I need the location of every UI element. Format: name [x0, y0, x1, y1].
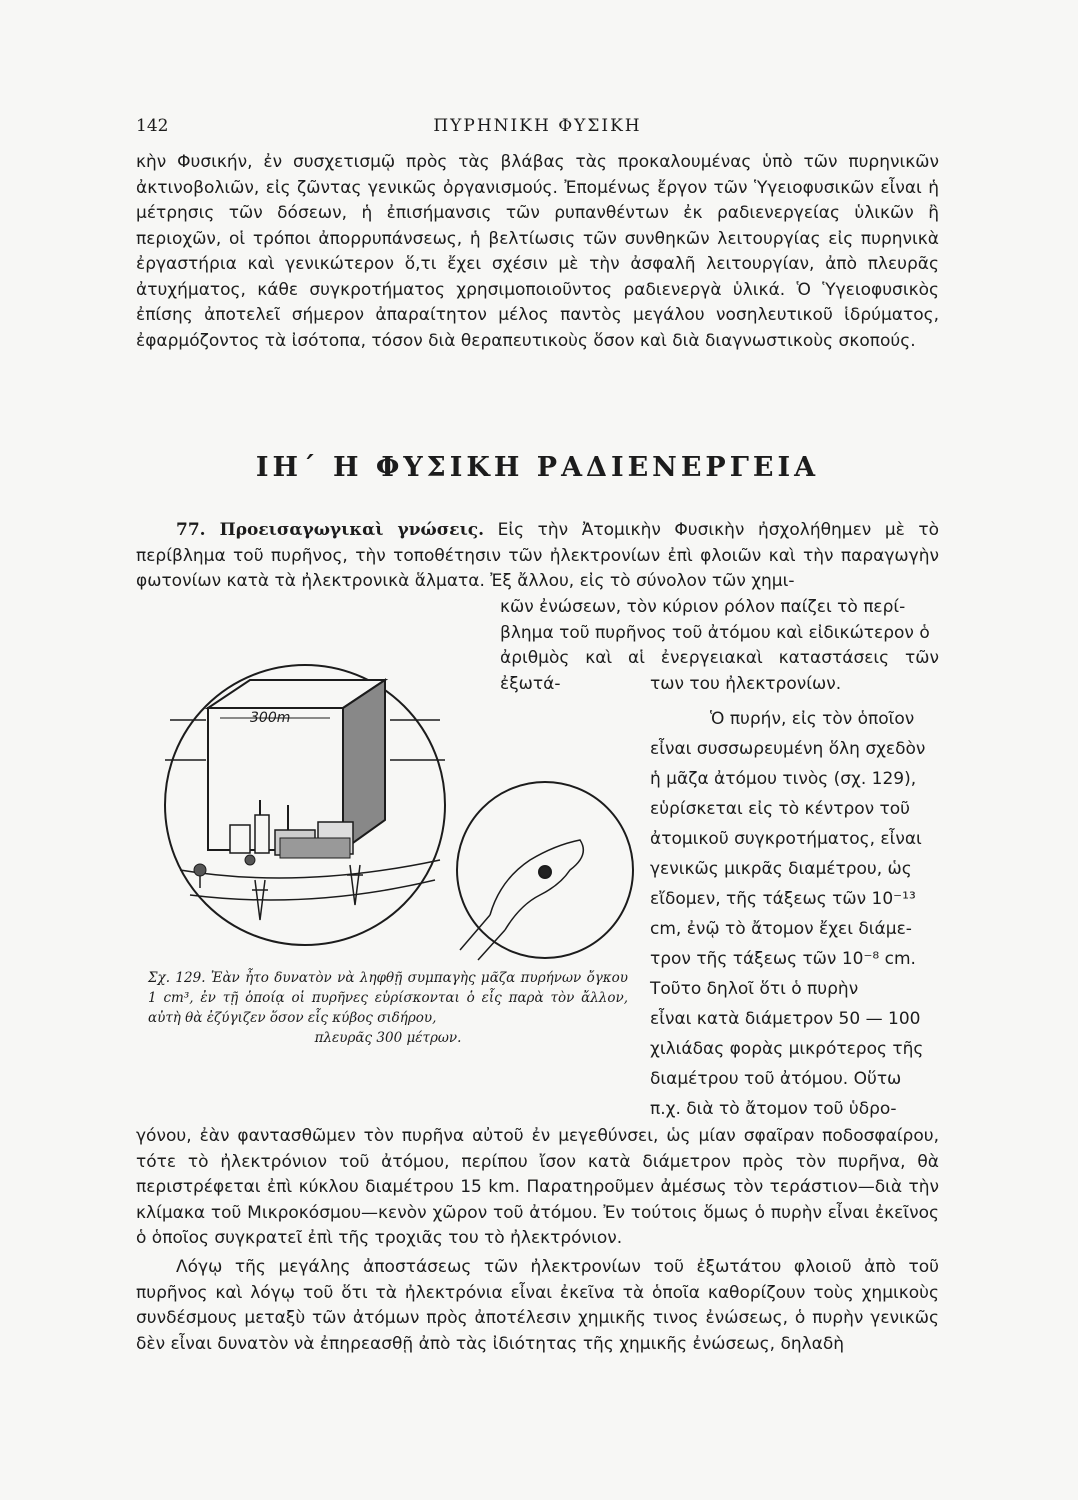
- column-line: π.χ. διὰ τὸ ἄτομον τοῦ ὑδρο-: [650, 1099, 897, 1119]
- running-title: ΠΥΡΗΝΙΚΗ ΦΥΣΙΚΗ: [433, 116, 642, 136]
- column-line: ἀτομικοῦ συγκροτήματος, εἶναι: [650, 829, 922, 849]
- wrap-line: βλημα τοῦ πυρῆνος τοῦ ἀτόμου καὶ εἰδικώτερον ὁ: [500, 623, 930, 643]
- column-line: εἴδομεν, τῆς τάξεως τῶν 10⁻¹³: [650, 889, 916, 909]
- figure-129-illustration: [160, 640, 640, 970]
- wrap-line: κῶν ἐνώσεων, τὸν κύριον ρόλον παίζει τὸ περί-: [500, 597, 906, 617]
- final-paragraph: Λόγῳ τῆς μεγάλης ἀποστάσεως τῶν ἠλεκτρονίων τοῦ ἐξωτάτου φλοιοῦ ἀπὸ τοῦ πυρῆνος καὶ λόγῳ τοῦ ὅτι τὰ ἠλεκτρόνια εἶναι ἐκεῖνα τὰ ὁποῖα καθορίζουν τοὺς χημικοὺς συνδέσμους μεταξὺ τῶν ἀτόμων πρὸς ἀποτέλεσιν χημικῆς τινος ἐνώσεως, ὁ πυρὴν γενικῶς δὲν εἶναι δυνατὸν νὰ ἐπηρεασθῇ ἀπὸ τὰς ἰδιότητας τῆς χημικῆς ἐνώσεως, δηλαδὴ: [136, 1257, 939, 1354]
- column-line: Τοῦτο δηλοῖ ὅτι ὁ πυρὴν: [650, 979, 859, 999]
- cube-label: 300m: [250, 710, 291, 726]
- column-line: εὑρίσκεται εἰς τὸ κέντρον τοῦ: [650, 799, 911, 819]
- caption-label: Σχ. 129.: [148, 970, 206, 986]
- column-line: διαμέτρου τοῦ ἀτόμου. Οὕτω: [650, 1069, 902, 1089]
- subsection-lead: [136, 518, 939, 595]
- hand-drawing: [490, 840, 583, 930]
- column-line: εἶναι κατὰ διάμετρον 50 — 100: [650, 1009, 921, 1029]
- caption-last-line: πλευρᾶς 300 μέτρων.: [314, 1030, 462, 1046]
- column-line: Ὁ πυρήν, εἰς τὸν ὁποῖον: [710, 709, 915, 729]
- column-line: τρον τῆς τάξεως τῶν 10⁻⁸ cm.: [650, 949, 916, 969]
- wrap-line: ἀριθμὸς καὶ αἱ ἐνεργειακαὶ καταστάσεις τῶν ἐξωτά-: [500, 648, 939, 694]
- column-line: cm, ἐνῷ τὸ ἄτομον ἔχει διάμε-: [650, 919, 912, 939]
- intro-paragraph: κὴν Φυσικήν, ἐν συσχετισμῷ πρὸς τὰς βλάβας τὰς προκαλουμένας ὑπὸ τῶν πυρηνικῶν ἀκτινοβολιῶν, εἰς ζῶντας γενικῶς ὀργανισμούς. Ἐπομένως ἔργον τῶν Ὑγειοφυσικῶν εἶναι ἡ μέτρησις τῶν δόσεων, ἡ ἐπισήμανσις τῶν ρυπανθέντων ἐκ ραδιενεργείας ὑλικῶν ἢ περιοχῶν, οἱ τρόποι ἀπορρυπάνσεως, ἡ βελτίωσις τῶν συνθηκῶν λειτουργίας εἰς πυρηνικὰ ἐργαστήρια καὶ γενικώτερον ὅ,τι ἔχει σχέσιν μὲ τὴν ἀσφαλῆ λειτουργίαν, ἀπὸ πλευρᾶς ἀτυχήματος, κάθε συγκροτήματος χρησιμοποιοῦντος ραδιενεργὰ ὑλικά. Ὁ Ὑγειοφυσικὸς ἐπίσης ἀποτελεῖ σήμερον ἀπαραίτητον μέλος παντὸς μεγάλου νοσηλευτικοῦ ἱδρύματος, ἐφαρμόζοντος τὰ ἰσότοπα, τόσον διὰ θεραπευτικοὺς ὅσον καὶ διὰ διαγνωστικοὺς σκοπούς.: [136, 152, 939, 351]
- wrap-line: των του ἠλεκτρονίων.: [650, 674, 842, 694]
- column-line: εἶναι συσσωρευμένη ὅλη σχεδὸν: [650, 739, 926, 759]
- page-number: 142: [136, 116, 169, 136]
- page-header: [136, 116, 939, 140]
- figure-caption: [148, 968, 628, 1048]
- caption-text: Ἐὰν ἦτο δυνατὸν νὰ ληφθῇ συμπαγὴς μᾶζα πυρήνων ὄγκου 1 cm³, ἐν τῇ ὁποίᾳ οἱ πυρῆνες εὑρίσκονται ὁ εἷς παρὰ τὸν ἄλλον, αὐτὴ θὰ ἐζύγιζεν ὅσον εἷς κύβος σιδήρου,: [148, 970, 628, 1026]
- subsection-heading: 77. Προεισαγωγικαὶ γνώσεις.: [176, 520, 485, 540]
- section-title: ΙΗ΄ Η ΦΥΣΙΚΗ ΡΑΔΙΕΝΕΡΓΕΙΑ: [255, 452, 820, 483]
- nucleus-mass: [539, 866, 551, 878]
- subsection-lead-text: Εἰς τὴν Ἀτομικὴν Φυσικὴν ἠσχολήθημεν μὲ τὸ περίβλημα τοῦ πυρῆνος, τὴν τοποθέτησιν τῶν ἠλεκτρονίων ἐπὶ φλοιῶν καὶ τὴν παραγωγὴν φωτονίων κατὰ τὰ ἠλεκτρονικὰ ἅλματα. Ἐξ ἄλλου, εἰς τὸ σύνολον τῶν χημι-: [136, 520, 940, 591]
- column-line: χιλιάδας φορὰς μικρότερος τῆς: [650, 1039, 924, 1059]
- continuation-paragraph: γόνου, ἐὰν φαντασθῶμεν τὸν πυρῆνα αὐτοῦ ἐν μεγεθύνσει, ὡς μίαν σφαῖραν ποδοσφαίρου, τότε τὸ ἠλεκτρόνιον τοῦ ἀτόμου, περίπου ἴσον κατὰ διάμετρον πρὸς τὸν πυρῆνα, θὰ περιστρέφεται ἐπὶ κύκλου διαμέτρου 15 km. Παρατηροῦμεν ἀμέσως τὸν τεράστιον—διὰ τὴν κλίμακα τοῦ Μικροκόσμου—κενὸν χῶρον τοῦ ἀτόμου. Ἐν τούτοις ὅμως ὁ πυρὴν εἶναι ἐκεῖνος ὁ ὁποῖος συγκρατεῖ ἐπὶ τῆς τροχιᾶς του τὸ ἠλεκτρόνιον.: [136, 1126, 939, 1248]
- column-line: ἡ μᾶζα ἀτόμου τινὸς (σχ. 129),: [650, 769, 917, 789]
- column-line: γενικῶς μικρᾶς διαμέτρου, ὡς: [650, 859, 912, 879]
